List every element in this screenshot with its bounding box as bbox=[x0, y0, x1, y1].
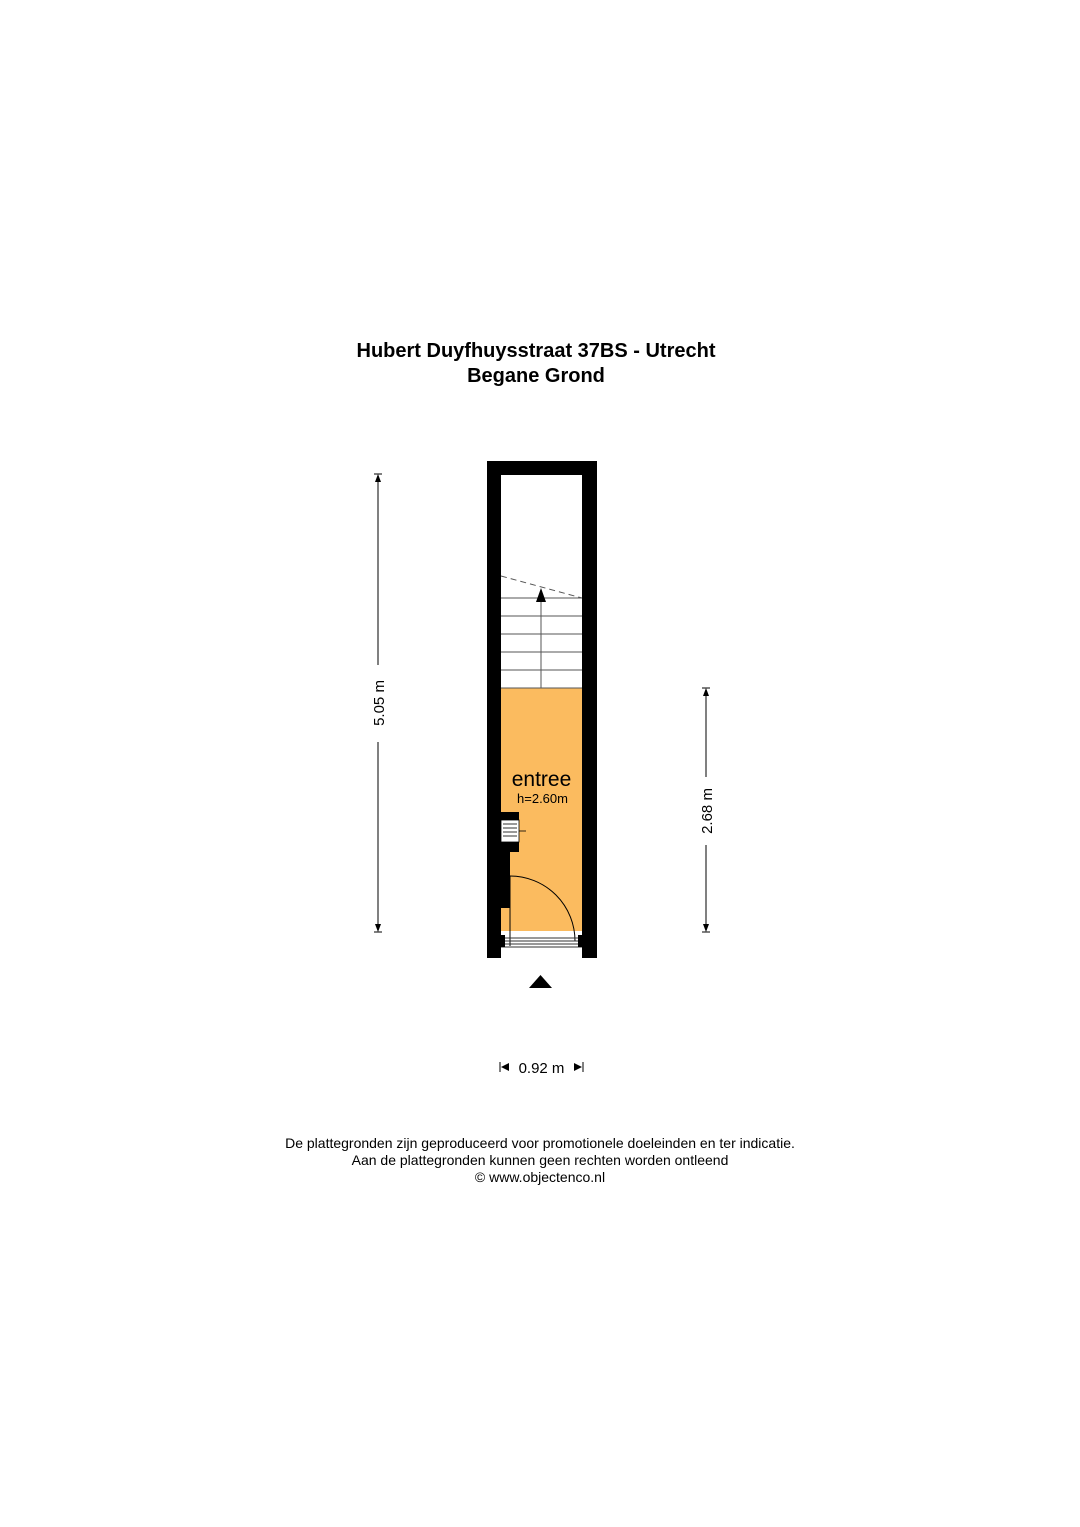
plan-title: Hubert Duyfhuysstraat 37BS - Utrecht bbox=[356, 340, 716, 362]
dimension-arrow-icon bbox=[375, 474, 381, 482]
dimension-arrow-icon bbox=[703, 924, 709, 932]
disclaimer-line: Aan de plattegronden kunnen geen rechten worden ontleend bbox=[351, 1152, 729, 1168]
room-label-entree: entree bbox=[511, 768, 572, 791]
entrance-arrow-icon bbox=[529, 975, 552, 988]
room-height-entree: h=2.60m bbox=[517, 791, 568, 806]
entree-room bbox=[500, 688, 583, 931]
dimension-arrow-icon bbox=[501, 1063, 509, 1071]
floor-name: Begane Grond bbox=[467, 365, 605, 387]
disclaimer-line: De plattegronden zijn geproduceerd voor promotionele doeleinden en ter indicatie. bbox=[285, 1135, 795, 1151]
dimension-label-entree: 2.68 m bbox=[699, 788, 716, 834]
dimension-arrow-icon bbox=[574, 1063, 582, 1071]
dimension-arrow-icon bbox=[375, 924, 381, 932]
copyright-line: © www.objectenco.nl bbox=[474, 1169, 606, 1185]
stair-direction-arrow-icon bbox=[536, 588, 546, 602]
dimension-label-total: 5.05 m bbox=[371, 680, 388, 726]
dimension-arrow-icon bbox=[703, 688, 709, 696]
dimension-label-width: 0.92 m bbox=[518, 1060, 565, 1077]
